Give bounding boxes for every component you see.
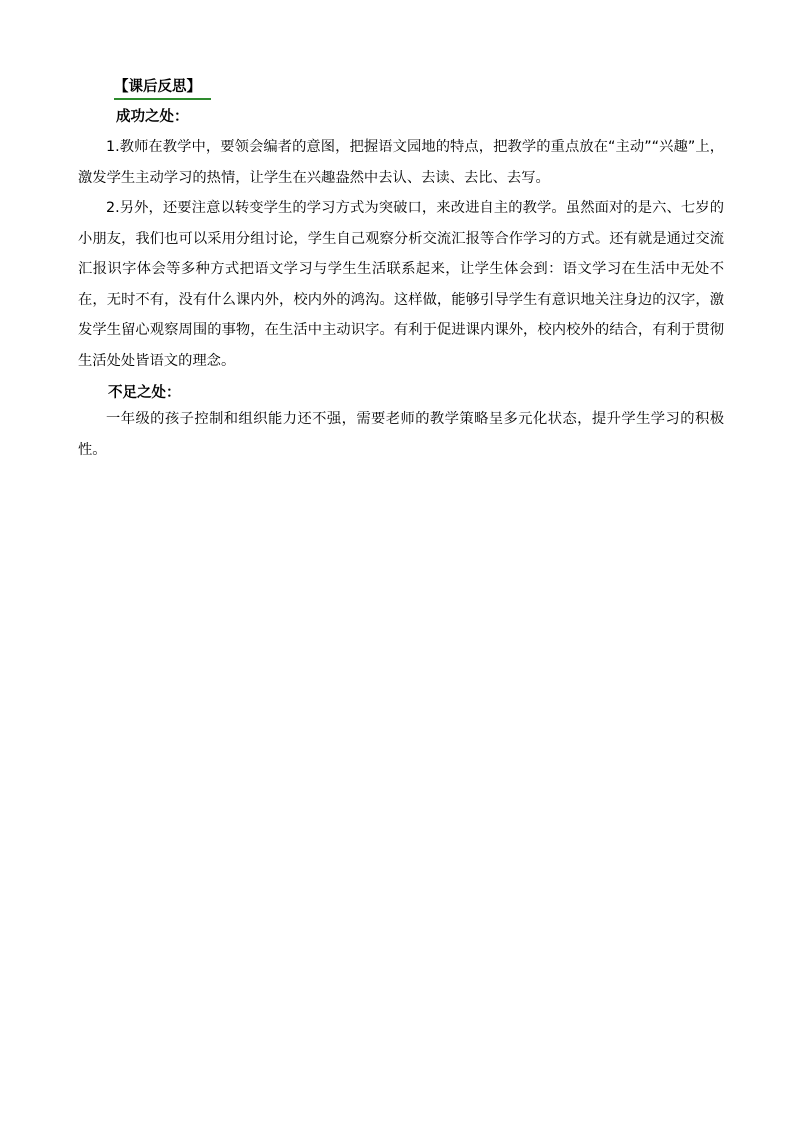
success-subheading: 成功之处：: [116, 109, 189, 125]
success-paragraph-2: 2.另外，还要注意以转变学生的学习方式为突破口，来改进自主的教学。虽然面对的是六、七岁的小朋友，我们也可以采用分组讨论，学生自己观察分析交流汇报等合作学习的方式。还有就是通过交流汇报识字体会等多种方式把语文学习与学生生活联系起来，让学生体会到：语文学习在生活中无处不在，无时不有，没有什么课内外，校内外的鸿沟。这样做，能够引导学生有意识地关注身边的汉字，激发学生留心观察周围的事物，在生活中主动识字。有利于促进课内课外，校内校外的结合，有利于贯彻生活处处皆语文的理念。: [78, 200, 724, 369]
section-heading: 【课后反思】: [114, 76, 211, 100]
success-paragraph-1: 1.教师在教学中，要领会编者的意图，把握语文园地的特点，把教学的重点放在“主动”“兴趣”上，激发学生主动学习的热情，让学生在兴趣盎然中去认、去读、去比、去写。: [78, 139, 724, 186]
document-page: [78, 76, 724, 465]
shortfall-subheading: 不足之处：: [108, 385, 181, 401]
shortfall-paragraph: 一年级的孩子控制和组织能力还不强，需要老师的教学策略呈多元化状态，提升学生学习的积极性。: [78, 411, 724, 458]
